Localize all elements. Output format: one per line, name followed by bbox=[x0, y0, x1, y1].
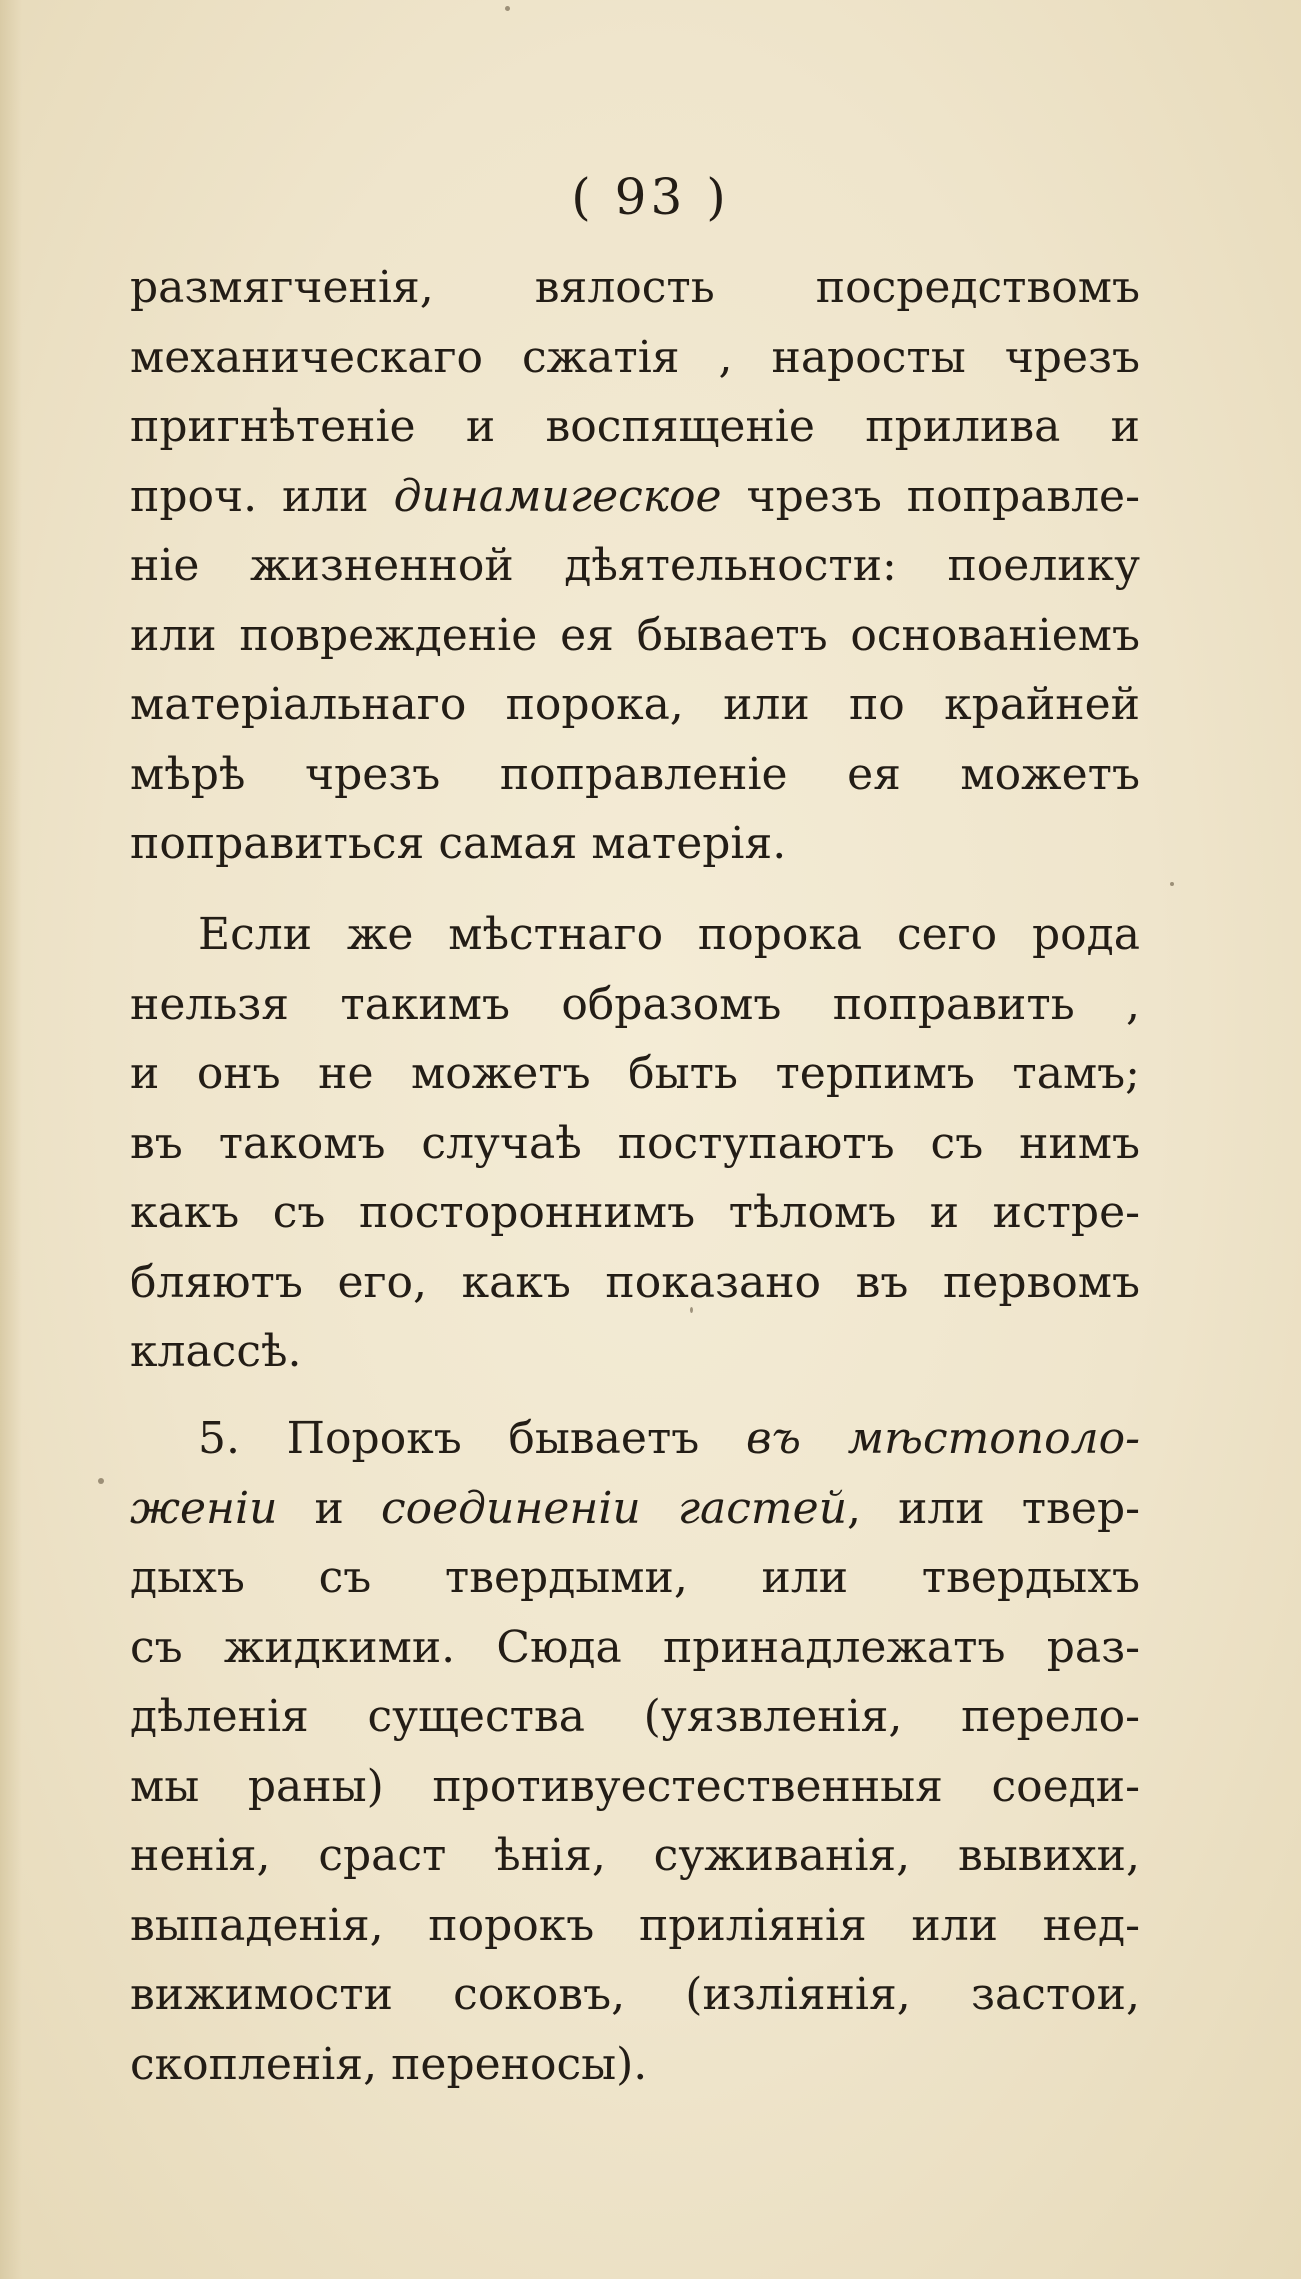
text-run: , или твер- bbox=[847, 1482, 1140, 1534]
text-line: мѣрѣ чрезъ поправленіе ея можетъ bbox=[130, 748, 1140, 800]
page-edge-shadow bbox=[0, 0, 22, 2279]
text-line: классѣ. bbox=[130, 1326, 302, 1377]
paper-speck bbox=[98, 1478, 104, 1484]
text-line: механическаго сжатія , наросты чрезъ bbox=[130, 331, 1140, 383]
text-run: и bbox=[314, 1482, 344, 1534]
text-line: какъ съ постороннимъ тѣломъ и истре- bbox=[130, 1187, 1140, 1238]
paper-speck bbox=[505, 6, 510, 11]
text-line: мы раны) противуестественныя соеди- bbox=[130, 1760, 1140, 1812]
text-run: чрезъ поправле- bbox=[746, 470, 1140, 522]
text-line: ніе жизненной дѣятельности: поелику bbox=[130, 540, 1140, 591]
text-line: пригнѣтеніе и воспященіе прилива и bbox=[130, 401, 1140, 452]
text-line: въ такомъ случаѣ поступаютъ съ нимъ bbox=[130, 1117, 1140, 1169]
italic-term: динамигеское bbox=[393, 470, 722, 522]
text-run: 5. Порокъ бываетъ bbox=[198, 1413, 700, 1464]
text-line: вижимости соковъ, (изліянія, застои, bbox=[130, 1969, 1140, 2020]
text-line: поправиться самая матерія. bbox=[130, 818, 787, 869]
text-line: дѣленія существа (уязвленія, перело- bbox=[130, 1691, 1140, 1742]
text-line bbox=[130, 1404, 1140, 1474]
text-line bbox=[130, 1474, 1140, 1544]
italic-term: въ мѣстополо- bbox=[746, 1413, 1140, 1464]
italic-term: женіи bbox=[130, 1482, 278, 1534]
paragraph-1 bbox=[130, 253, 1140, 879]
text-line bbox=[130, 462, 1140, 532]
text-line: бляютъ его, какъ показано въ первомъ bbox=[130, 1256, 1140, 1308]
text-line: размягченія, вялость посредствомъ bbox=[130, 262, 1140, 313]
text-line: Если же мѣстнаго порока сего рода bbox=[198, 909, 1140, 960]
paper-speck bbox=[1170, 882, 1174, 886]
text-line: дыхъ съ твердыми, или твердыхъ bbox=[130, 1552, 1140, 1603]
page-number: ( 93 ) bbox=[571, 168, 730, 226]
paragraph-3 bbox=[130, 1404, 1140, 2099]
text-line: съ жидкими. Сюда принадлежатъ раз- bbox=[130, 1621, 1140, 1673]
text-line: выпаденія, порокъ приліянія или нед- bbox=[130, 1899, 1140, 1951]
text-run: проч. или bbox=[130, 470, 369, 522]
text-line: ненія, сраст ѣнія, суживанія, вывихи, bbox=[130, 1830, 1140, 1881]
text-line: нельзя такимъ образомъ поправить , bbox=[130, 978, 1140, 1030]
text-line: и онъ не можетъ быть терпимъ тамъ; bbox=[130, 1048, 1140, 1099]
italic-term: соединеніи гастей bbox=[380, 1482, 848, 1534]
paragraph-2 bbox=[130, 900, 1140, 1387]
text-line: или поврежденіе ея бываетъ основаніемъ bbox=[130, 609, 1140, 661]
paper-speck bbox=[690, 1307, 693, 1313]
text-line: скопленія, переносы). bbox=[130, 2038, 648, 2090]
text-line: матеріальнаго порока, или по крайней bbox=[130, 679, 1140, 730]
